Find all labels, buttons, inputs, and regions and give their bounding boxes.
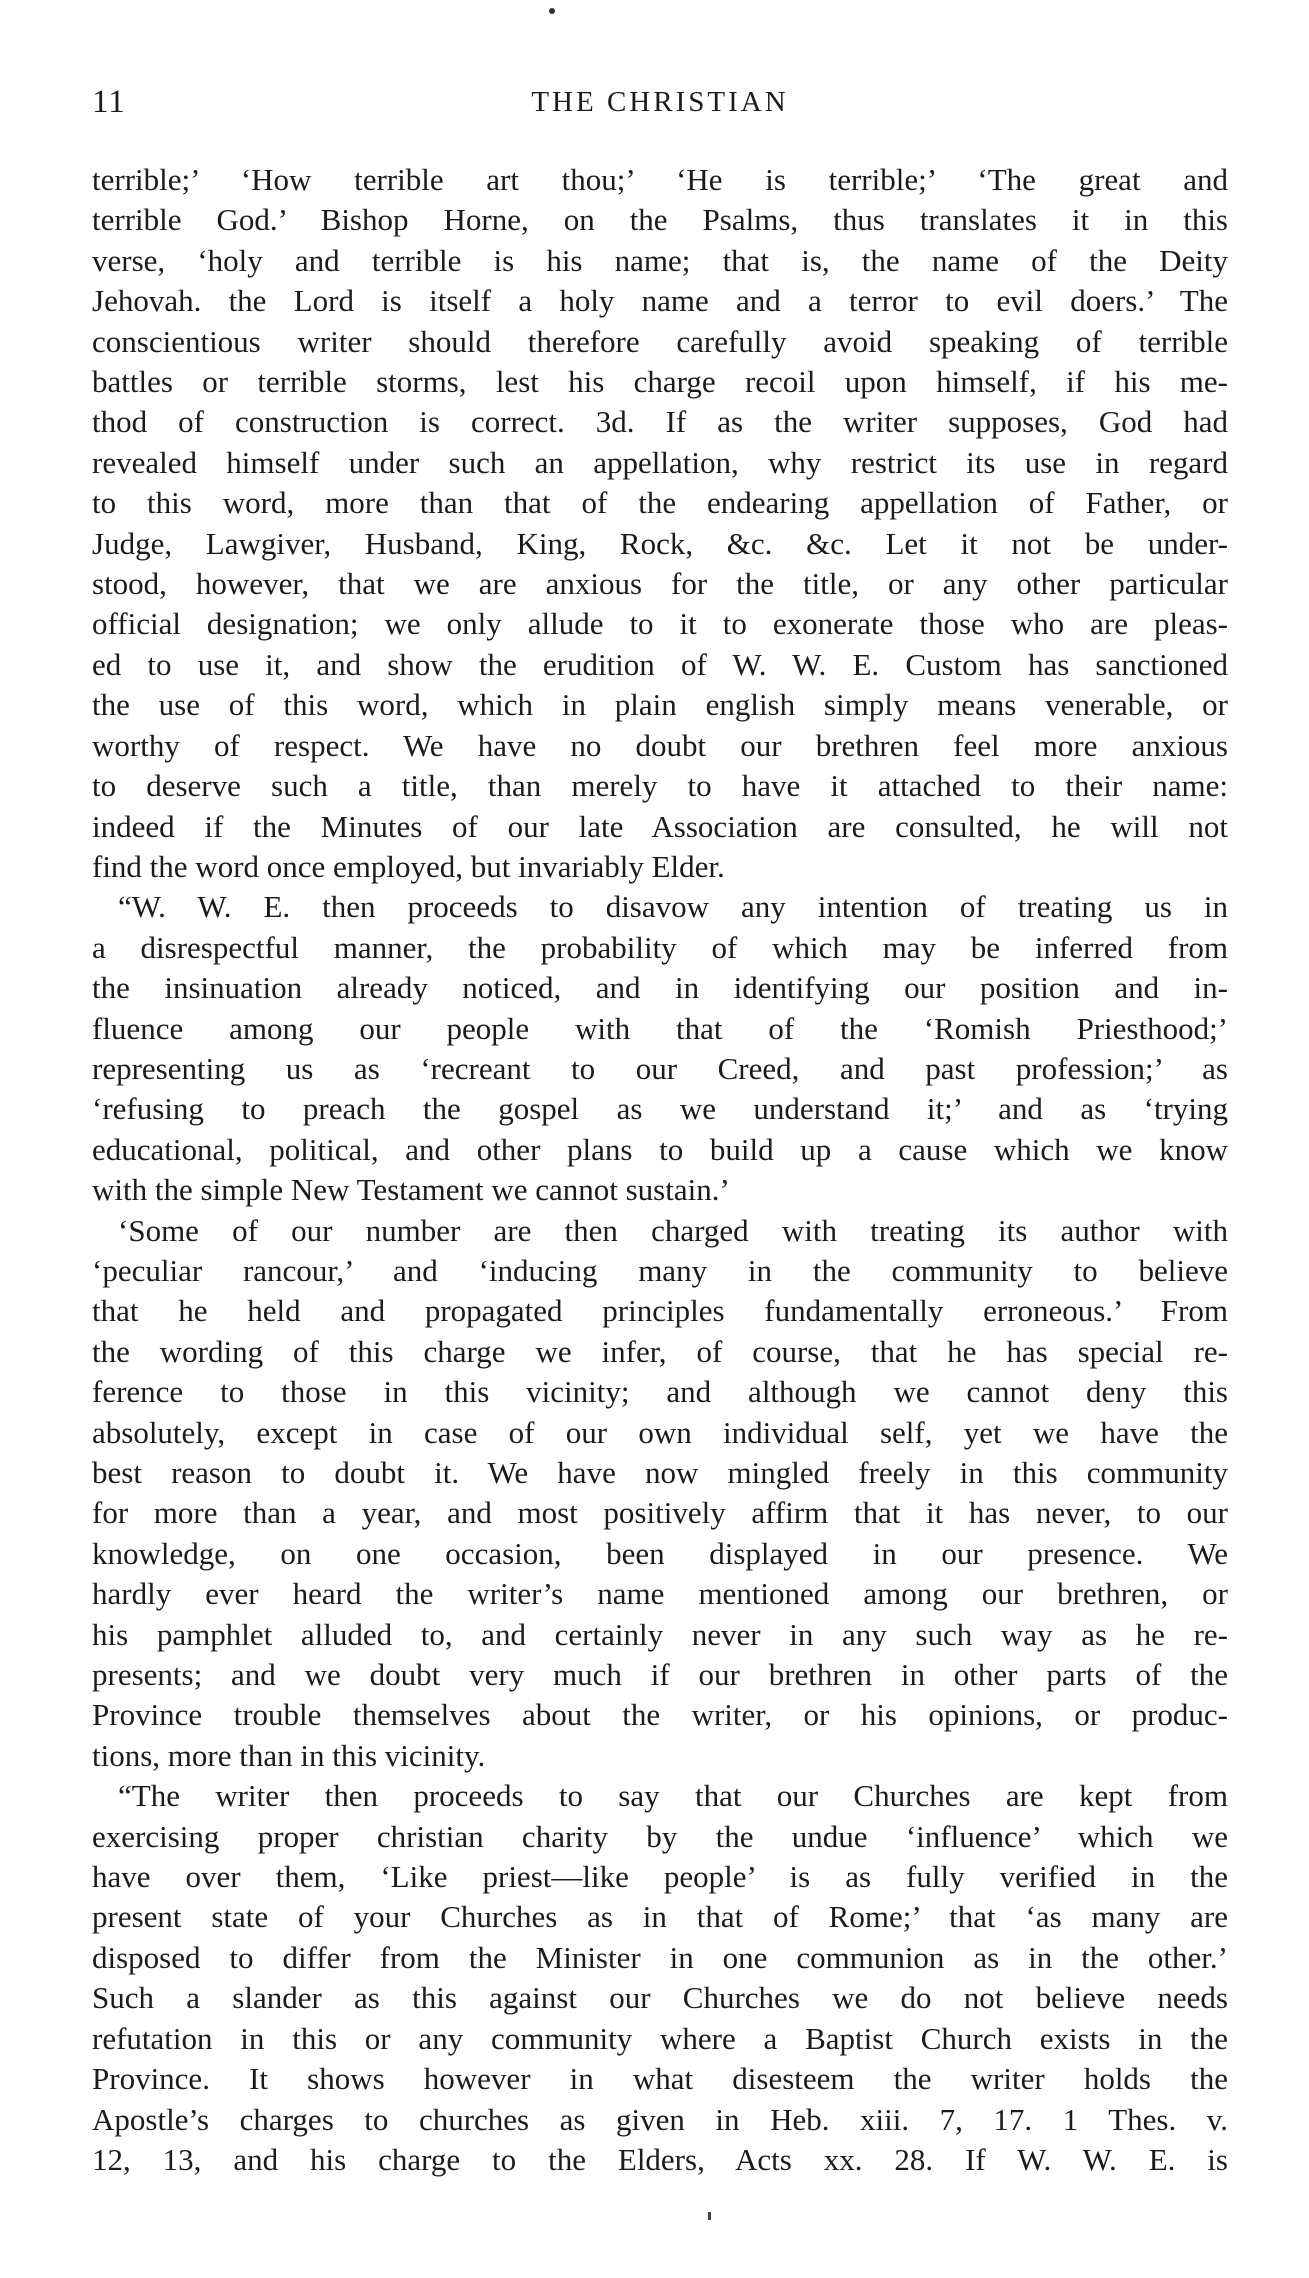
- text-line: hardly ever heard the writer’s name mentioned among our brethren, or: [92, 1576, 1228, 1612]
- text-line: with the simple New Testament we cannot sustain.’: [92, 1172, 730, 1208]
- text-line: verse, ‘holy and terrible is his name; that is, the name of the Deity: [92, 242, 1228, 278]
- text-line: ‘peculiar rancour,’ and ‘inducing many in the community to believe: [92, 1252, 1228, 1288]
- text-line: best reason to doubt it. We have now mingled freely in this community: [92, 1455, 1228, 1490]
- text-line: thod of construction is correct. 3d. If as the writer supposes, God had: [92, 404, 1228, 440]
- text-line: Province trouble themselves about the writer, or his opinions, or produc-: [92, 1697, 1228, 1733]
- text-line: disposed to differ from the Minister in one communion as in the other.’: [92, 1939, 1228, 1975]
- text-line: conscientious writer should therefore carefully avoid speaking of terrible: [92, 323, 1228, 359]
- text-line: stood, however, that we are anxious for the title, or any other particular: [92, 566, 1228, 602]
- page-number: 11: [92, 84, 126, 120]
- text-line: indeed if the Minutes of our late Association are consulted, he will not: [92, 808, 1228, 844]
- text-line: absolutely, except in case of our own individual self, yet we have the: [92, 1414, 1228, 1450]
- text-line: Apostle’s charges to churches as given in Heb. xiii. 7, 17. 1 Thes. v.: [92, 2101, 1228, 2137]
- text-line: fluence among our people with that of the ‘Romish Priesthood;’: [92, 1010, 1228, 1046]
- text-line: for more than a year, and most positively affirm that it has never, to our: [92, 1495, 1228, 1531]
- text-line: revealed himself under such an appellation, why restrict its use in regard: [92, 444, 1228, 480]
- text-line: that he held and propagated principles fundamentally erroneous.’ From: [92, 1293, 1228, 1329]
- text-line: the wording of this charge we infer, of course, that he has special re-: [92, 1333, 1228, 1369]
- print-speck: [708, 2212, 711, 2220]
- text-line: ‘refusing to preach the gospel as we understand it;’ and as ‘trying: [92, 1091, 1228, 1127]
- body-text: [92, 160, 1228, 2180]
- text-line: 12, 13, and his charge to the Elders, Acts xx. 28. If W. W. E. is: [92, 2141, 1228, 2177]
- text-line: educational, political, and other plans to build up a cause which we know: [92, 1131, 1228, 1167]
- text-line: the insinuation already noticed, and in identifying our position and in-: [92, 970, 1228, 1006]
- text-line: Judge, Lawgiver, Husband, King, Rock, &c. &c. Let it not be under-: [92, 525, 1228, 561]
- text-line: official designation; we only allude to it to exonerate those who are pleas-: [92, 606, 1228, 642]
- text-line: Such a slander as this against our Churches we do not believe needs: [92, 1980, 1228, 2016]
- running-head: THE CHRISTIAN: [531, 86, 789, 118]
- text-line: representing us as ‘recreant to our Creed, and past profession;’ as: [92, 1050, 1228, 1086]
- text-line: ‘Some of our number are then charged with treating its author with: [118, 1212, 1228, 1248]
- text-line: a disrespectful manner, the probability of which may be inferred from: [92, 929, 1228, 965]
- text-line: exercising proper christian charity by the undue ‘influence’ which we: [92, 1818, 1228, 1854]
- text-line: terrible;’ ‘How terrible art thou;’ ‘He is terrible;’ ‘The great and: [92, 162, 1228, 197]
- text-line: ference to those in this vicinity; and although we cannot deny this: [92, 1374, 1228, 1410]
- text-line: present state of your Churches as in that of Rome;’ that ‘as many are: [92, 1899, 1228, 1935]
- text-line: the use of this word, which in plain english simply means venerable, or: [92, 687, 1228, 723]
- text-line: “The writer then proceeds to say that our Churches are kept from: [118, 1778, 1228, 1814]
- page-header: [92, 84, 1228, 134]
- text-line: battles or terrible storms, lest his charge recoil upon himself, if his me-: [92, 364, 1228, 400]
- text-line: to deserve such a title, than merely to have it attached to their name:: [92, 768, 1228, 804]
- text-line: his pamphlet alluded to, and certainly never in any such way as he re-: [92, 1616, 1228, 1652]
- text-line: tions, more than in this vicinity.: [92, 1737, 486, 1773]
- text-line: find the word once employed, but invariably Elder.: [92, 848, 725, 884]
- text-line: presents; and we doubt very much if our brethren in other parts of the: [92, 1657, 1228, 1693]
- text-line: worthy of respect. We have no doubt our brethren feel more anxious: [92, 727, 1228, 763]
- text-line: Province. It shows however in what disesteem the writer holds the: [92, 2061, 1228, 2097]
- text-line: ed to use it, and show the erudition of W. W. E. Custom has sanctioned: [92, 646, 1228, 682]
- text-line: to this word, more than that of the endearing appellation of Father, or: [92, 485, 1228, 521]
- text-line: terrible God.’ Bishop Horne, on the Psalms, thus translates it in this: [92, 202, 1228, 238]
- text-line: refutation in this or any community where a Baptist Church exists in the: [92, 2020, 1228, 2056]
- text-line: Jehovah. the Lord is itself a holy name and a terror to evil doers.’ The: [92, 283, 1228, 319]
- text-line: “W. W. E. then proceeds to disavow any intention of treating us in: [118, 889, 1228, 925]
- text-line: knowledge, on one occasion, been displayed in our presence. We: [92, 1535, 1228, 1571]
- print-speck: [549, 8, 555, 14]
- text-line: have over them, ‘Like priest—like people’ is as fully verified in the: [92, 1859, 1228, 1895]
